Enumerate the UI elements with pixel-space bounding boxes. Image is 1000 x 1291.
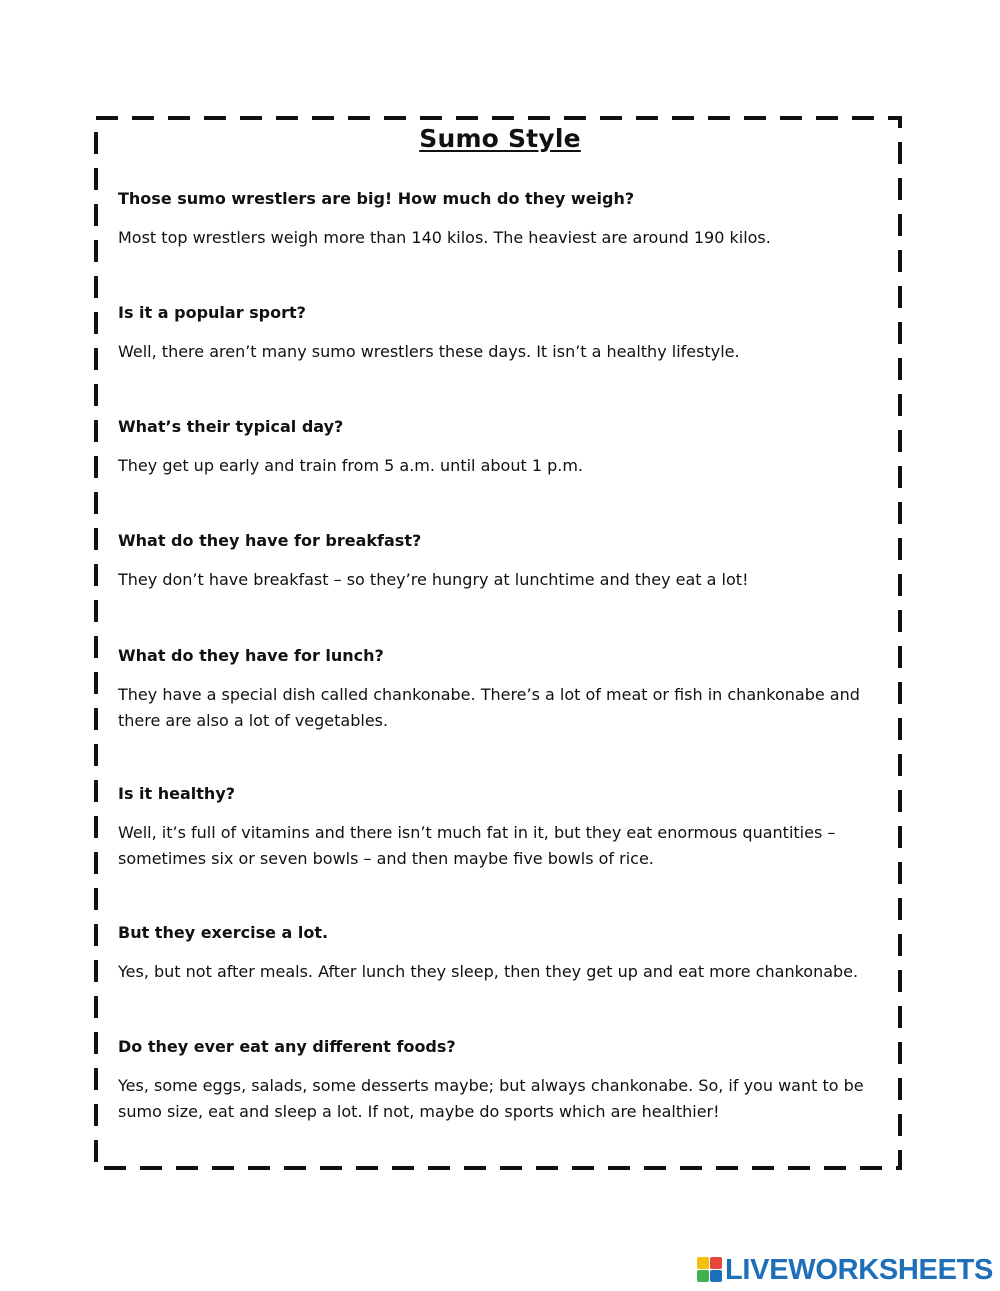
qa-item (118, 530, 888, 593)
logo-block-red (710, 1257, 722, 1269)
qa-item (118, 302, 888, 365)
question: What do they have for breakfast? (118, 531, 422, 550)
dashed-border-frame (94, 116, 902, 1170)
logo-block-blue (710, 1270, 722, 1282)
qa-item (118, 416, 888, 479)
qa-item (118, 1036, 888, 1125)
qa-item (118, 783, 888, 872)
answer: Well, it’s full of vitamins and there isn’t much fat in it, but they eat enormous quantities – sometimes six or seven bowls – and then maybe five bowls of rice. (118, 823, 836, 868)
answer: They don’t have breakfast – so they’re hungry at lunchtime and they eat a lot! (118, 570, 749, 589)
answer: Yes, some eggs, salads, some desserts maybe; but always chankonabe. So, if you want to be sumo size, eat and sleep a lot. If not, maybe do sports which are healthier! (118, 1076, 864, 1121)
answer: Well, there aren’t many sumo wrestlers these days. It isn’t a healthy lifestyle. (118, 342, 740, 361)
qa-item (118, 922, 888, 985)
liveworksheets-logo (697, 1256, 993, 1284)
qa-item (118, 645, 888, 734)
answer: Most top wrestlers weigh more than 140 kilos. The heaviest are around 190 kilos. (118, 228, 771, 247)
question: What do they have for lunch? (118, 646, 384, 665)
qa-item (118, 188, 888, 251)
answer: Yes, but not after meals. After lunch they sleep, then they get up and eat more chankonabe. (118, 962, 859, 981)
question: But they exercise a lot. (118, 923, 329, 942)
page-title: Sumo Style (419, 124, 581, 153)
answer: They get up early and train from 5 a.m. until about 1 p.m. (118, 456, 583, 475)
question: Is it healthy? (118, 784, 236, 803)
question: Those sumo wrestlers are big! How much do they weigh? (118, 189, 635, 208)
dashed-border (94, 116, 902, 1170)
logo-block-green (697, 1270, 709, 1282)
answer: They have a special dish called chankonabe. There’s a lot of meat or fish in chankonabe and there are also a lot of vegetables. (118, 685, 860, 730)
question: Do they ever eat any different foods? (118, 1037, 456, 1056)
logo-block-yellow (697, 1257, 709, 1269)
logo-blocks-icon (697, 1257, 723, 1283)
logo-text: LIVEWORKSHEETS (725, 1254, 994, 1286)
question: What’s their typical day? (118, 417, 344, 436)
question: Is it a popular sport? (118, 303, 306, 322)
